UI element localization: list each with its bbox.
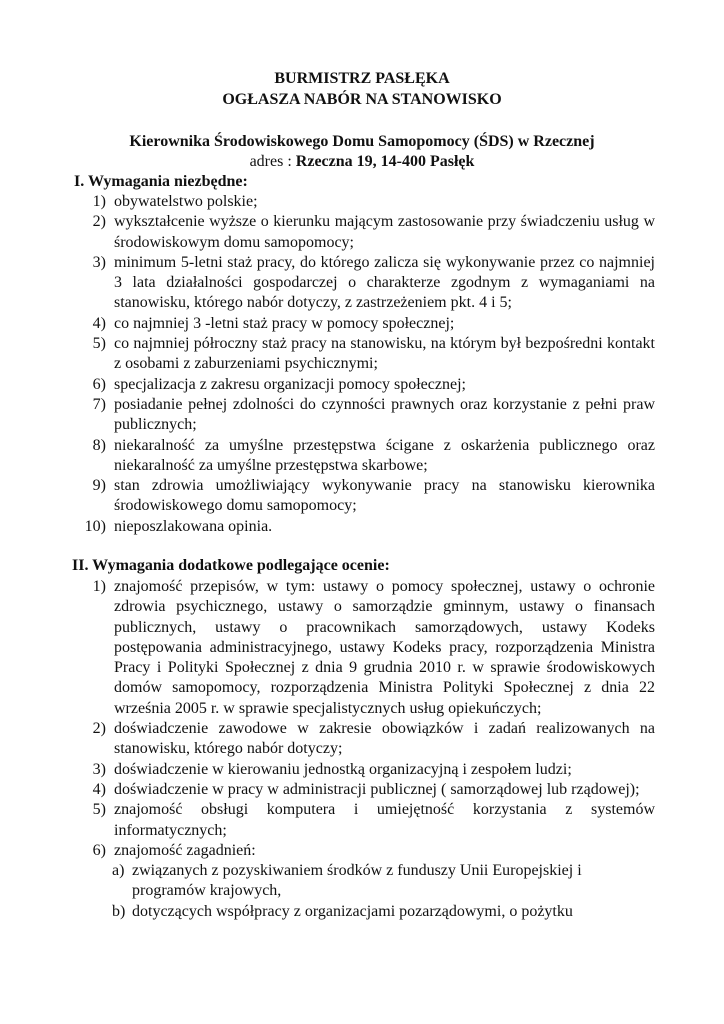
item-text: minimum 5-letni staż pracy, do którego zalicza się wykonywanie przez co najmniej 3 lata działalności gospodarczej o charakterze zgodnym z wymaganiami na stanowisku, którego nabór dotyczy, z zastrzeżeniem pkt. 4 i 5; <box>114 253 655 312</box>
item-text: wykształcenie wyższe o kierunku mającym zastosowanie przy świadczeniu usług w środowiskowym domu samopomocy; <box>114 213 655 251</box>
item-number: 3) <box>92 760 106 778</box>
list-item <box>0 719 724 760</box>
item-text: znajomość przepisów, w tym: ustawy o pomocy społecznej, ustawy o ochronie zdrowia psychicznego, ustawy o samorządzie gminnym, ustawy o finansach publicznych, ustawy o pracownikach samorządowych, ustawy Kodeks postępowania administracyjnego, ustawy Kodeks pracy, rozporządzenia Ministra Pracy i Polityki Społecznej z dnia 9 grudnia 2010 r. w sprawie środowiskowych domów samopomocy, rozporządzenia Ministra Polityki Społecznej z dnia 22 września 2005 r. w sprawie specjalistycznych usług opiekuńczych; <box>114 578 655 717</box>
list-item <box>0 760 724 780</box>
item-text: posiadanie pełnej zdolności do czynności prawnych oraz korzystanie z pełni praw publicznych; <box>114 395 655 434</box>
list-item <box>0 780 724 800</box>
item-text: specjalizacja z zakresu organizacji pomocy społecznej; <box>114 375 466 393</box>
item-number: 6) <box>92 375 106 393</box>
item-number: 6) <box>92 841 106 859</box>
list-item <box>0 253 724 314</box>
item-text: stan zdrowia umożliwiający wykonywanie pracy na stanowisku kierownika środowiskowego domu samopomocy; <box>114 477 655 515</box>
list-item <box>0 476 724 517</box>
item-number: 4) <box>92 314 106 332</box>
list-item <box>0 436 724 477</box>
list-item <box>0 395 724 436</box>
list-item <box>0 314 724 334</box>
item-number: 1) <box>92 193 106 210</box>
header-subtitle: OGŁASZA NABÓR NA STANOWISKO <box>222 91 502 108</box>
section-1-heading <box>74 172 248 192</box>
item-text: co najmniej 3 -letni staż pracy w pomocy społecznej; <box>114 314 455 332</box>
item-number: 2) <box>92 720 106 738</box>
item-number: 10) <box>84 517 106 535</box>
list-item <box>0 375 724 395</box>
list-item <box>0 192 724 212</box>
section-1-number: I. <box>74 173 85 190</box>
item-number: 4) <box>92 780 106 798</box>
item-number: 9) <box>92 477 106 495</box>
item-number: 5) <box>92 801 106 819</box>
sub-list-item <box>0 902 724 922</box>
item-number: 5) <box>92 335 106 353</box>
section-1-list <box>0 192 724 537</box>
section-2-title: Wymagania dodatkowe podlegające ocenie: <box>92 557 390 574</box>
list-item <box>0 517 724 537</box>
sub-list-item <box>0 861 724 902</box>
list-item <box>0 212 724 253</box>
item-text: doświadczenie w kierowaniu jednostką organizacyjną i zespołem ludzi; <box>114 760 572 778</box>
item-number: 3) <box>92 253 106 271</box>
section-2-heading <box>72 556 390 576</box>
header-title: BURMISTRZ PASŁĘKA <box>274 70 450 87</box>
position-address <box>0 152 724 172</box>
section-2-number: II. <box>72 557 89 574</box>
item-text: nieposzlakowana opinia. <box>114 517 273 535</box>
list-item <box>0 334 724 375</box>
address-value: Rzeczna 19, 14-400 Pasłęk <box>295 153 475 170</box>
item-text: znajomość zagadnień: <box>114 841 256 859</box>
item-number: 8) <box>92 436 106 454</box>
item-number: 1) <box>92 578 106 595</box>
position-title: Kierownika Środowiskowego Domu Samopomocy (ŚDS) w Rzecznej <box>129 133 595 150</box>
item-text: obywatelstwo polskie; <box>114 193 258 210</box>
item-number: 7) <box>92 395 106 413</box>
item-number: 2) <box>92 213 106 231</box>
item-text: niekaralność za umyślne przestępstwa ścigane z oskarżenia publicznego oraz niekaralność za umyślne przestępstwa skarbowe; <box>114 436 655 474</box>
sub-item-text: związanych z pozyskiwaniem środków z funduszy Unii Europejskiej i programów krajowych, <box>132 862 582 900</box>
sub-item-letter: a) <box>112 862 125 880</box>
list-item <box>0 800 724 841</box>
item-text: znajomość obsługi komputera i umiejętność korzystania z systemów informatycznych; <box>114 801 655 839</box>
item-text: co najmniej półroczny staż pracy na stanowisku, na którym był bezpośredni kontakt z osobami z zaburzeniami psychicznymi; <box>114 335 655 373</box>
sub-item-letter: b) <box>112 902 126 920</box>
section-1-title: Wymagania niezbędne: <box>87 173 248 190</box>
address-label: adres : <box>249 153 296 170</box>
list-item <box>0 841 724 861</box>
item-text: doświadczenie w pracy w administracji publicznej ( samorządowej lub rządowej); <box>114 780 640 798</box>
item-text: doświadczenie zawodowe w zakresie obowiązków i zadań realizowanych na stanowisku, którego nabór dotyczy; <box>114 720 655 758</box>
list-item <box>0 577 724 719</box>
sub-item-text: dotyczących współpracy z organizacjami pozarządowymi, o pożytku <box>132 902 573 920</box>
section-2-list <box>0 577 724 922</box>
